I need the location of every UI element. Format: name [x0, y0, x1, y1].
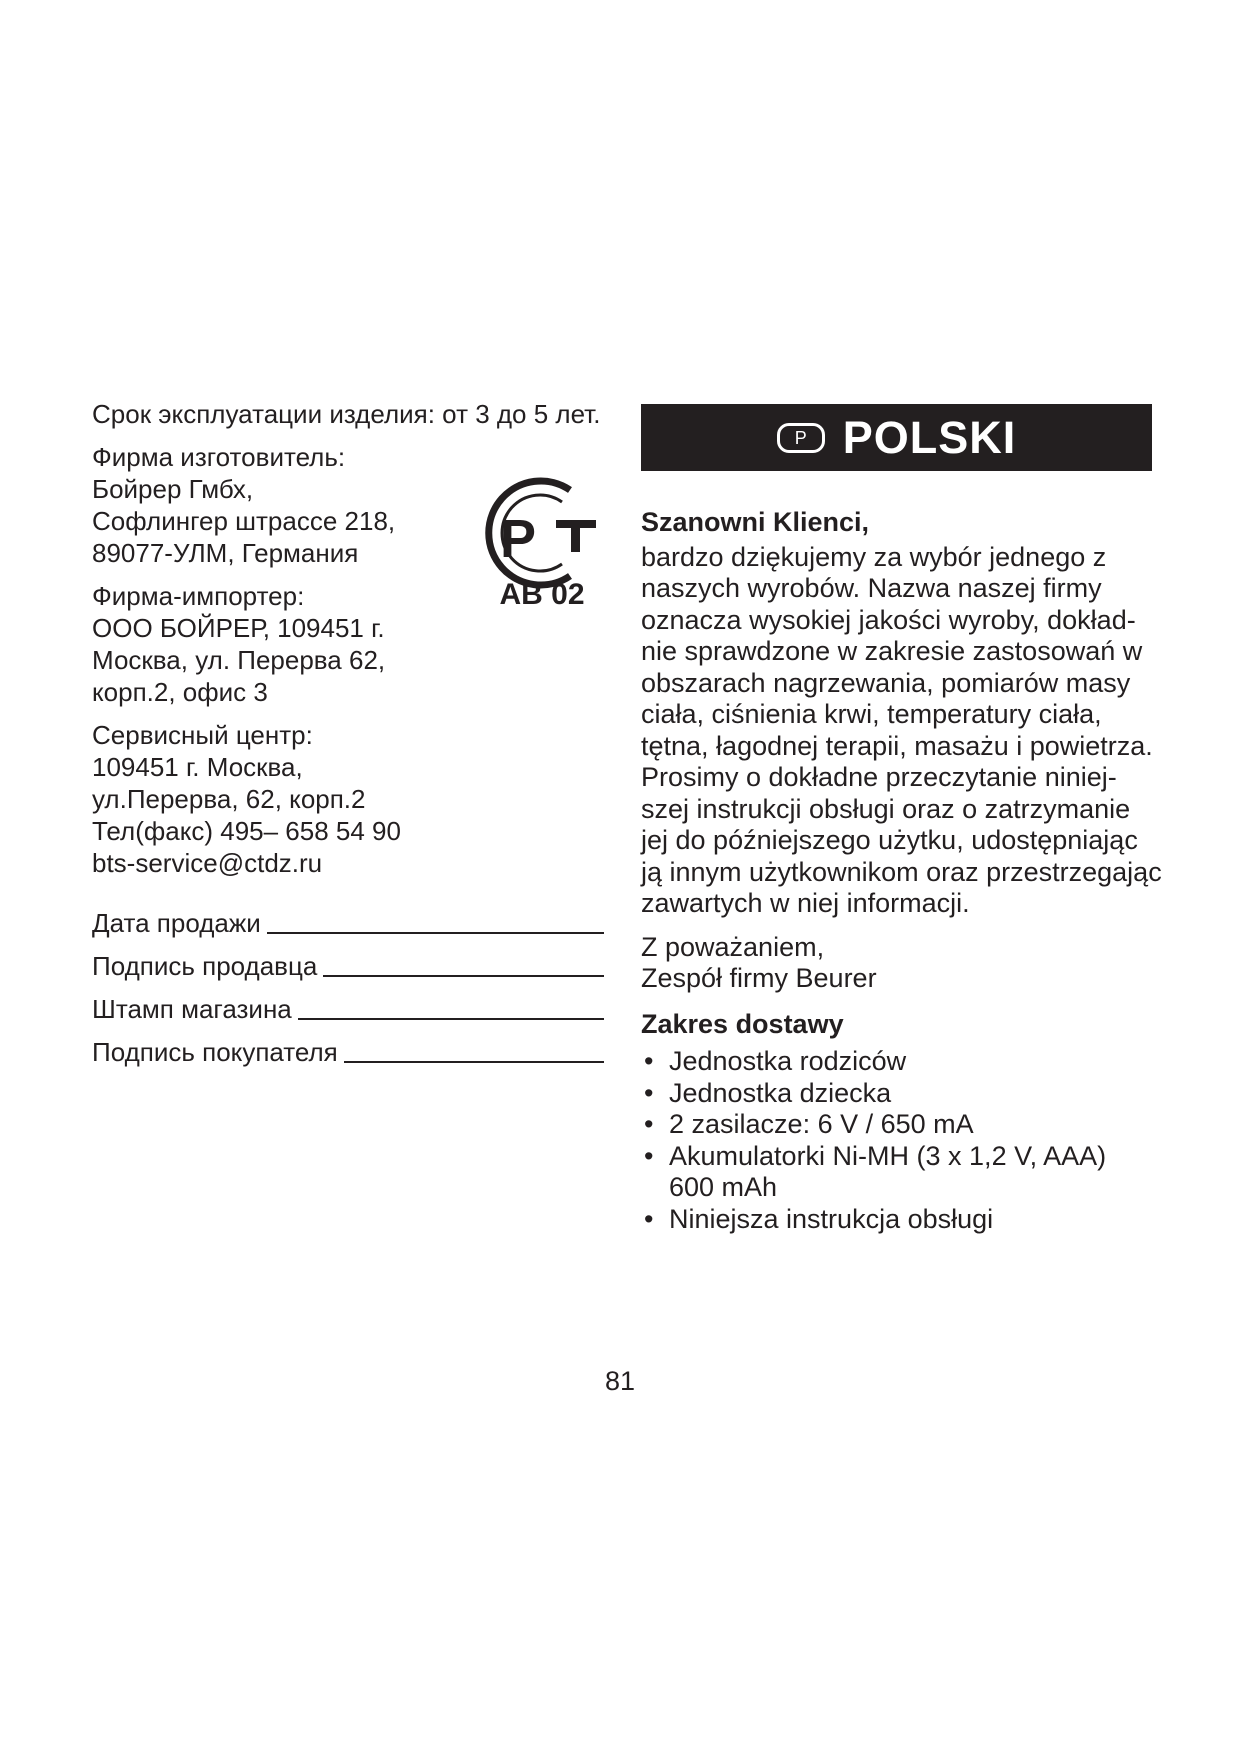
list-item: • Jednostka rodziców	[641, 1046, 1152, 1078]
shop-stamp-field[interactable]	[92, 982, 604, 1025]
list-item: • Jednostka dziecka	[641, 1078, 1152, 1110]
language-banner	[641, 404, 1152, 471]
list-item: • Niniejsza instrukcja obsługi	[641, 1204, 1152, 1236]
buyer-signature-field[interactable]	[92, 1025, 604, 1068]
language-title: POLSKI	[842, 411, 1017, 463]
intro-line: szej instrukcji obsługi oraz o zatrzymanie	[641, 793, 1131, 824]
list-item: • 2 zasilacze: 6 V / 650 mA	[641, 1109, 1152, 1141]
intro-line: bardzo dziękujemy za wybór jednego z	[641, 541, 1107, 572]
service-center-street: ул.Перерва, 62, корп.2	[92, 784, 366, 814]
sale-date-field[interactable]	[92, 896, 604, 939]
intro-line: jej do późniejszego użytku, udostępniając	[641, 825, 1138, 855]
seal-code: AB 02	[499, 578, 585, 611]
sale-date-line	[267, 932, 604, 934]
left-column	[92, 398, 612, 890]
service-center-block	[92, 719, 612, 879]
service-center-phone: Тел(факс) 495– 658 54 90	[92, 816, 401, 846]
closing-regards: Z poważaniem,	[641, 931, 825, 962]
language-badge: P	[777, 423, 825, 453]
greeting-heading: Szanowni Klienci,	[641, 507, 870, 537]
intro-line: ją innym użytkownikom oraz przestrzegając	[641, 856, 1162, 887]
right-column	[641, 404, 1162, 1235]
manufacturer-street: Софлингер штрассе 218,	[92, 506, 396, 536]
service-center-label: Сервисный центр:	[92, 720, 313, 750]
svg-text:P: P	[500, 509, 537, 569]
intro-line: oznacza wysokiej jakości wyroby, dokład-	[641, 604, 1136, 635]
closing-block	[641, 932, 1152, 995]
sale-date-label: Дата продажи	[92, 908, 261, 938]
signature-fields	[92, 896, 604, 1068]
shop-stamp-label: Штамп магазина	[92, 994, 292, 1024]
intro-line: tętna, łagodnej terapii, masażu i powietrza.	[641, 730, 1153, 761]
importer-label: Фирма-импортер:	[92, 581, 305, 611]
service-life: Срок эксплуатации изделия: от 3 до 5 лет.	[92, 399, 601, 429]
delivery-list	[641, 1046, 1152, 1235]
buyer-signature-line	[344, 1061, 604, 1063]
intro-paragraph	[641, 541, 1162, 920]
intro-line: naszych wyrobów. Nazwa naszej firmy	[641, 573, 1102, 603]
importer-street: Москва, ул. Перерва 62,	[92, 645, 386, 675]
service-center-email: bts-service@ctdz.ru	[92, 848, 323, 878]
list-item: • Akumulatorki Ni-MH (3 x 1,2 V, AAA) 600 mAh	[641, 1141, 1152, 1204]
intro-line: Prosimy o dokładne przeczytanie niniej-	[641, 762, 1117, 792]
intro-line: zawartych w niej informacji.	[641, 888, 970, 918]
shop-stamp-line	[298, 1018, 604, 1020]
manufacturer-city: 89077-УЛМ, Германия	[92, 538, 359, 568]
closing-signature: Zespół firmy Beurer	[641, 963, 877, 993]
manufacturer-name: Бойрер Гмбх,	[92, 474, 254, 504]
importer-office: корп.2, офис 3	[92, 677, 268, 707]
buyer-signature-label: Подпись покупателя	[92, 1037, 338, 1067]
service-center-city: 109451 г. Москва,	[92, 752, 303, 782]
seller-signature-field[interactable]	[92, 939, 604, 982]
importer-name: ООО БОЙРЕР, 109451 г.	[92, 613, 385, 643]
seller-signature-line	[323, 975, 604, 977]
page-number: 81	[604, 1366, 636, 1396]
intro-line: obszarach nagrzewania, pomiarów masy	[641, 667, 1131, 698]
seller-signature-label: Подпись продавца	[92, 951, 318, 981]
intro-line: ciała, ciśnienia krwi, temperatury ciała,	[641, 699, 1102, 729]
delivery-heading: Zakres dostawy	[641, 1008, 844, 1039]
manufacturer-label: Фирма изготовитель:	[92, 442, 346, 472]
intro-line: nie sprawdzone w zakresie zastosowań w	[641, 636, 1143, 666]
